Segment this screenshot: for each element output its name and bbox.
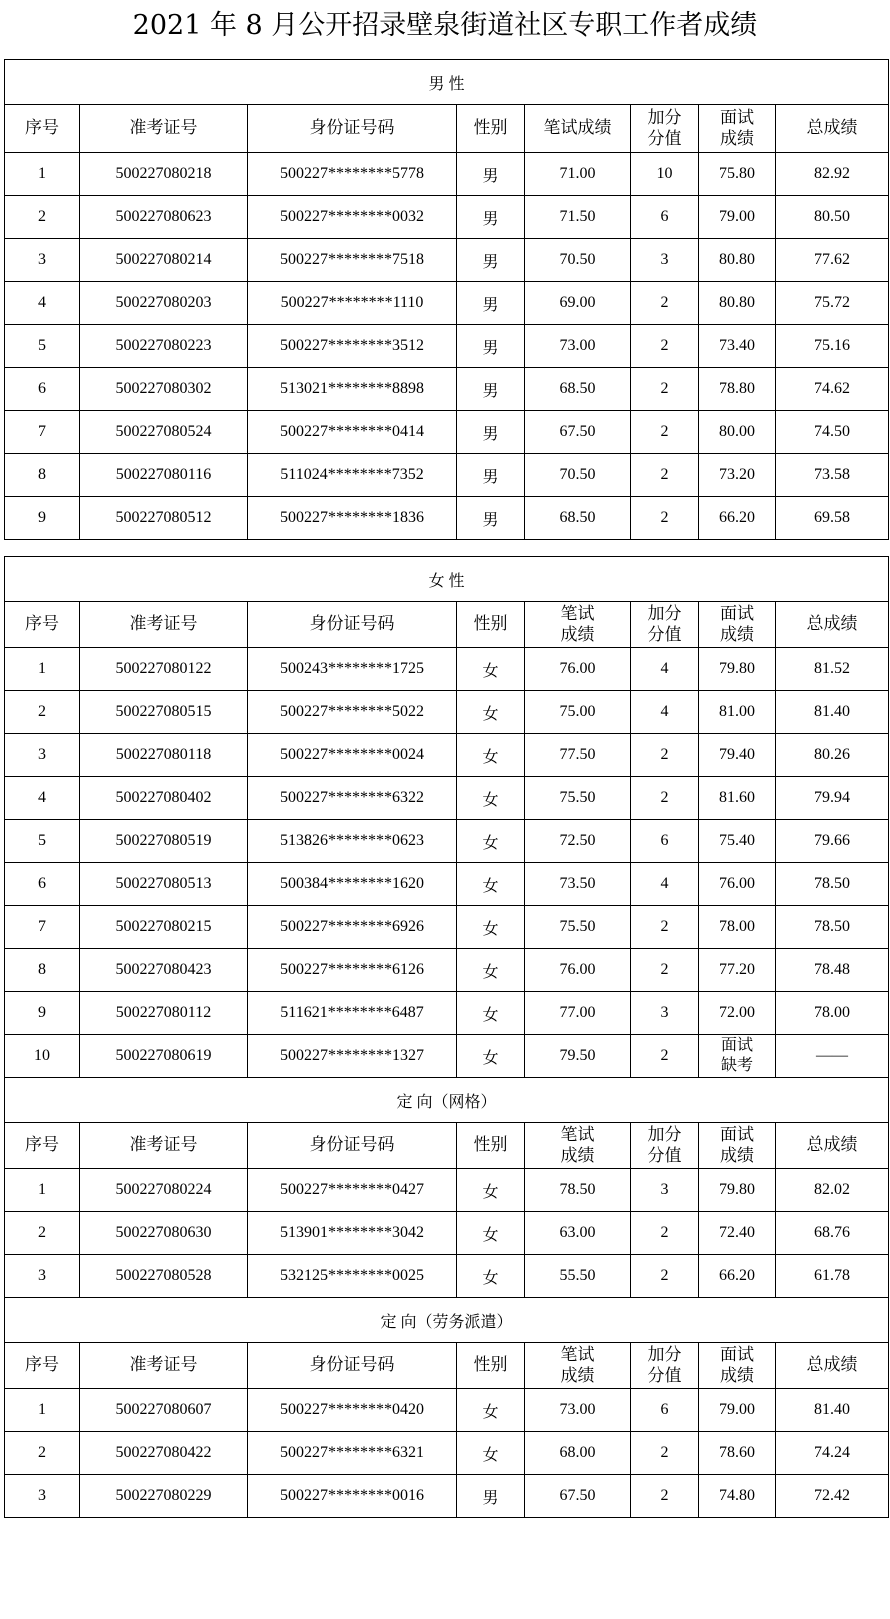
section-title-male: 男 性 xyxy=(5,60,889,105)
table-row xyxy=(5,1432,889,1475)
section-title-row xyxy=(5,1078,889,1123)
header-index: 序号 xyxy=(5,105,80,153)
header-gender: 性别 xyxy=(457,105,525,153)
table-row xyxy=(5,325,889,368)
row-interview-score: 66.20 xyxy=(699,1255,776,1298)
section-title-grid: 定 向（网格） xyxy=(5,1078,889,1123)
section-title-dispatch: 定 向（劳务派遣） xyxy=(5,1298,889,1343)
row-interview-score: 80.80 xyxy=(699,239,776,282)
row-interview-score: 72.40 xyxy=(699,1212,776,1255)
header-bonus: 加分 分值 xyxy=(631,1123,699,1169)
row-id-number: 532125********0025 xyxy=(248,1255,457,1298)
row-bonus: 2 xyxy=(631,411,699,454)
row-bonus: 2 xyxy=(631,454,699,497)
header-id-number: 身份证号码 xyxy=(248,602,457,648)
row-total-score: 78.48 xyxy=(776,949,889,992)
header-id-number: 身份证号码 xyxy=(248,1123,457,1169)
row-written-score: 70.50 xyxy=(525,239,631,282)
header-written-score: 笔试 成绩 xyxy=(525,1123,631,1169)
row-exam-id: 500227080224 xyxy=(80,1169,248,1212)
row-bonus: 2 xyxy=(631,777,699,820)
row-gender: 女 xyxy=(457,1255,525,1298)
row-gender: 女 xyxy=(457,906,525,949)
header-total: 总成绩 xyxy=(776,1343,889,1389)
row-gender: 男 xyxy=(457,196,525,239)
row-id-number: 513901********3042 xyxy=(248,1212,457,1255)
row-total-score: 80.50 xyxy=(776,196,889,239)
row-exam-id: 500227080515 xyxy=(80,691,248,734)
row-interview-score: 78.60 xyxy=(699,1432,776,1475)
row-exam-id: 500227080423 xyxy=(80,949,248,992)
row-exam-id: 500227080623 xyxy=(80,196,248,239)
row-total-score: 81.40 xyxy=(776,1389,889,1432)
row-index: 8 xyxy=(5,454,80,497)
row-written-score: 67.50 xyxy=(525,1475,631,1518)
row-index: 1 xyxy=(5,1169,80,1212)
row-interview-score: 76.00 xyxy=(699,863,776,906)
row-interview-score: 66.20 xyxy=(699,497,776,540)
row-interview-score: 79.00 xyxy=(699,1389,776,1432)
header-interview: 面试 成绩 xyxy=(699,105,776,153)
row-index: 3 xyxy=(5,734,80,777)
table-row xyxy=(5,411,889,454)
row-written-score: 73.50 xyxy=(525,863,631,906)
row-interview-score: 75.80 xyxy=(699,153,776,196)
row-bonus: 10 xyxy=(631,153,699,196)
row-total-score: 77.62 xyxy=(776,239,889,282)
row-bonus: 4 xyxy=(631,691,699,734)
header-exam-id: 准考证号 xyxy=(80,1123,248,1169)
row-bonus: 2 xyxy=(631,1035,699,1078)
section-title-row xyxy=(5,1298,889,1343)
header-written-score: 笔试成绩 xyxy=(525,105,631,153)
row-id-number: 500227********3512 xyxy=(248,325,457,368)
row-gender: 男 xyxy=(457,454,525,497)
row-total-score: —— xyxy=(776,1035,889,1078)
row-interview-score: 79.80 xyxy=(699,1169,776,1212)
row-total-score: 78.00 xyxy=(776,992,889,1035)
row-index: 7 xyxy=(5,906,80,949)
row-interview-score: 81.60 xyxy=(699,777,776,820)
row-interview-score: 78.80 xyxy=(699,368,776,411)
row-gender: 男 xyxy=(457,239,525,282)
row-written-score: 71.00 xyxy=(525,153,631,196)
row-bonus: 6 xyxy=(631,1389,699,1432)
row-id-number: 500243********1725 xyxy=(248,648,457,691)
row-index: 9 xyxy=(5,992,80,1035)
row-total-score: 74.24 xyxy=(776,1432,889,1475)
row-written-score: 78.50 xyxy=(525,1169,631,1212)
row-index: 5 xyxy=(5,325,80,368)
header-row-dispatch xyxy=(5,1343,889,1389)
header-interview: 面试 成绩 xyxy=(699,602,776,648)
table-row xyxy=(5,282,889,325)
row-id-number: 500227********1110 xyxy=(248,282,457,325)
row-index: 5 xyxy=(5,820,80,863)
row-id-number: 500227********6322 xyxy=(248,777,457,820)
row-id-number: 500227********1836 xyxy=(248,497,457,540)
row-exam-id: 500227080630 xyxy=(80,1212,248,1255)
row-exam-id: 500227080122 xyxy=(80,648,248,691)
row-interview-score: 74.80 xyxy=(699,1475,776,1518)
row-gender: 女 xyxy=(457,648,525,691)
header-index: 序号 xyxy=(5,1343,80,1389)
row-exam-id: 500227080223 xyxy=(80,325,248,368)
table-row xyxy=(5,734,889,777)
header-gender: 性别 xyxy=(457,602,525,648)
row-interview-score: 73.20 xyxy=(699,454,776,497)
row-exam-id: 500227080214 xyxy=(80,239,248,282)
row-gender: 女 xyxy=(457,992,525,1035)
row-written-score: 68.50 xyxy=(525,497,631,540)
row-total-score: 74.62 xyxy=(776,368,889,411)
row-bonus: 2 xyxy=(631,734,699,777)
row-gender: 男 xyxy=(457,282,525,325)
row-id-number: 513826********0623 xyxy=(248,820,457,863)
row-written-score: 68.00 xyxy=(525,1432,631,1475)
row-written-score: 77.00 xyxy=(525,992,631,1035)
row-bonus: 2 xyxy=(631,497,699,540)
header-exam-id: 准考证号 xyxy=(80,1343,248,1389)
row-exam-id: 500227080215 xyxy=(80,906,248,949)
row-id-number: 513021********8898 xyxy=(248,368,457,411)
row-total-score: 61.78 xyxy=(776,1255,889,1298)
row-gender: 女 xyxy=(457,820,525,863)
section-title-female: 女 性 xyxy=(5,557,889,602)
header-exam-id: 准考证号 xyxy=(80,602,248,648)
row-written-score: 73.00 xyxy=(525,325,631,368)
row-gender: 男 xyxy=(457,325,525,368)
row-written-score: 75.50 xyxy=(525,777,631,820)
row-bonus: 2 xyxy=(631,282,699,325)
row-id-number: 500227********0016 xyxy=(248,1475,457,1518)
header-row-male xyxy=(5,105,889,153)
row-exam-id: 500227080302 xyxy=(80,368,248,411)
header-index: 序号 xyxy=(5,602,80,648)
row-total-score: 78.50 xyxy=(776,863,889,906)
row-written-score: 77.50 xyxy=(525,734,631,777)
row-exam-id: 500227080116 xyxy=(80,454,248,497)
table-row xyxy=(5,863,889,906)
header-row-grid xyxy=(5,1123,889,1169)
row-interview-score: 72.00 xyxy=(699,992,776,1035)
row-exam-id: 500227080118 xyxy=(80,734,248,777)
row-gender: 女 xyxy=(457,1035,525,1078)
table-row xyxy=(5,1212,889,1255)
row-written-score: 76.00 xyxy=(525,648,631,691)
row-id-number: 500227********0414 xyxy=(248,411,457,454)
row-id-number: 500384********1620 xyxy=(248,863,457,906)
row-total-score: 68.76 xyxy=(776,1212,889,1255)
row-id-number: 500227********1327 xyxy=(248,1035,457,1078)
row-id-number: 500227********5778 xyxy=(248,153,457,196)
row-total-score: 69.58 xyxy=(776,497,889,540)
row-id-number: 500227********0032 xyxy=(248,196,457,239)
row-written-score: 75.50 xyxy=(525,906,631,949)
row-index: 2 xyxy=(5,196,80,239)
row-gender: 男 xyxy=(457,153,525,196)
row-index: 1 xyxy=(5,648,80,691)
row-total-score: 78.50 xyxy=(776,906,889,949)
row-interview-score: 79.00 xyxy=(699,196,776,239)
row-bonus: 2 xyxy=(631,949,699,992)
row-interview-score: 75.40 xyxy=(699,820,776,863)
row-interview-score: 79.40 xyxy=(699,734,776,777)
header-row-female xyxy=(5,602,889,648)
row-id-number: 500227********6126 xyxy=(248,949,457,992)
row-written-score: 79.50 xyxy=(525,1035,631,1078)
header-interview: 面试 成绩 xyxy=(699,1343,776,1389)
row-gender: 女 xyxy=(457,691,525,734)
row-id-number: 500227********7518 xyxy=(248,239,457,282)
row-gender: 男 xyxy=(457,368,525,411)
row-total-score: 75.16 xyxy=(776,325,889,368)
row-written-score: 67.50 xyxy=(525,411,631,454)
table-row xyxy=(5,1475,889,1518)
row-total-score: 82.92 xyxy=(776,153,889,196)
table-row xyxy=(5,691,889,734)
row-index: 4 xyxy=(5,282,80,325)
row-exam-id: 500227080513 xyxy=(80,863,248,906)
row-bonus: 4 xyxy=(631,648,699,691)
row-gender: 女 xyxy=(457,734,525,777)
row-index: 2 xyxy=(5,691,80,734)
header-interview: 面试 成绩 xyxy=(699,1123,776,1169)
row-gender: 女 xyxy=(457,1389,525,1432)
row-interview-score: 78.00 xyxy=(699,906,776,949)
table-row xyxy=(5,1389,889,1432)
row-index: 10 xyxy=(5,1035,80,1078)
row-written-score: 70.50 xyxy=(525,454,631,497)
row-bonus: 3 xyxy=(631,992,699,1035)
row-id-number: 500227********6926 xyxy=(248,906,457,949)
row-index: 1 xyxy=(5,1389,80,1432)
row-written-score: 72.50 xyxy=(525,820,631,863)
header-index: 序号 xyxy=(5,1123,80,1169)
row-total-score: 79.66 xyxy=(776,820,889,863)
header-total: 总成绩 xyxy=(776,602,889,648)
row-total-score: 81.40 xyxy=(776,691,889,734)
row-written-score: 63.00 xyxy=(525,1212,631,1255)
row-exam-id: 500227080422 xyxy=(80,1432,248,1475)
row-bonus: 2 xyxy=(631,1212,699,1255)
row-bonus: 4 xyxy=(631,863,699,906)
row-interview-score: 79.80 xyxy=(699,648,776,691)
header-id-number: 身份证号码 xyxy=(248,105,457,153)
row-total-score: 80.26 xyxy=(776,734,889,777)
row-exam-id: 500227080229 xyxy=(80,1475,248,1518)
row-id-number: 500227********0420 xyxy=(248,1389,457,1432)
score-table-2 xyxy=(4,556,889,1518)
row-id-number: 500227********0024 xyxy=(248,734,457,777)
section-title-row xyxy=(5,557,889,602)
row-total-score: 82.02 xyxy=(776,1169,889,1212)
row-total-score: 75.72 xyxy=(776,282,889,325)
row-bonus: 2 xyxy=(631,1475,699,1518)
row-interview-score: 80.80 xyxy=(699,282,776,325)
row-gender: 男 xyxy=(457,411,525,454)
row-exam-id: 500227080519 xyxy=(80,820,248,863)
header-bonus: 加分 分值 xyxy=(631,105,699,153)
header-written-score: 笔试 成绩 xyxy=(525,602,631,648)
row-exam-id: 500227080218 xyxy=(80,153,248,196)
row-exam-id: 500227080203 xyxy=(80,282,248,325)
row-id-number: 500227********5022 xyxy=(248,691,457,734)
row-index: 3 xyxy=(5,1255,80,1298)
row-index: 3 xyxy=(5,1475,80,1518)
table-row xyxy=(5,153,889,196)
row-index: 6 xyxy=(5,368,80,411)
row-written-score: 71.50 xyxy=(525,196,631,239)
table-row xyxy=(5,777,889,820)
row-gender: 女 xyxy=(457,777,525,820)
table-row xyxy=(5,949,889,992)
row-exam-id: 500227080112 xyxy=(80,992,248,1035)
row-interview-score: 73.40 xyxy=(699,325,776,368)
row-gender: 女 xyxy=(457,1169,525,1212)
row-interview-score: 81.00 xyxy=(699,691,776,734)
row-gender: 男 xyxy=(457,1475,525,1518)
table-row xyxy=(5,648,889,691)
row-bonus: 6 xyxy=(631,196,699,239)
row-gender: 女 xyxy=(457,1432,525,1475)
row-gender: 女 xyxy=(457,863,525,906)
header-written-score: 笔试 成绩 xyxy=(525,1343,631,1389)
row-written-score: 55.50 xyxy=(525,1255,631,1298)
header-exam-id: 准考证号 xyxy=(80,105,248,153)
row-index: 4 xyxy=(5,777,80,820)
header-total: 总成绩 xyxy=(776,105,889,153)
row-gender: 女 xyxy=(457,1212,525,1255)
row-total-score: 72.42 xyxy=(776,1475,889,1518)
row-interview-score: 80.00 xyxy=(699,411,776,454)
row-bonus: 3 xyxy=(631,1169,699,1212)
row-index: 3 xyxy=(5,239,80,282)
row-id-number: 500227********6321 xyxy=(248,1432,457,1475)
row-bonus: 2 xyxy=(631,368,699,411)
row-id-number: 500227********0427 xyxy=(248,1169,457,1212)
row-bonus: 2 xyxy=(631,325,699,368)
row-index: 2 xyxy=(5,1432,80,1475)
row-index: 7 xyxy=(5,411,80,454)
table-row xyxy=(5,992,889,1035)
row-gender: 男 xyxy=(457,497,525,540)
row-id-number: 511024********7352 xyxy=(248,454,457,497)
header-gender: 性别 xyxy=(457,1343,525,1389)
row-id-number: 511621********6487 xyxy=(248,992,457,1035)
row-written-score: 76.00 xyxy=(525,949,631,992)
score-table-1 xyxy=(4,59,889,540)
header-id-number: 身份证号码 xyxy=(248,1343,457,1389)
row-total-score: 81.52 xyxy=(776,648,889,691)
table-row xyxy=(5,1169,889,1212)
row-written-score: 68.50 xyxy=(525,368,631,411)
row-total-score: 79.94 xyxy=(776,777,889,820)
row-exam-id: 500227080524 xyxy=(80,411,248,454)
row-interview-score: 77.20 xyxy=(699,949,776,992)
row-gender: 女 xyxy=(457,949,525,992)
header-bonus: 加分 分值 xyxy=(631,602,699,648)
table-row xyxy=(5,239,889,282)
header-gender: 性别 xyxy=(457,1123,525,1169)
row-exam-id: 500227080512 xyxy=(80,497,248,540)
row-exam-id: 500227080402 xyxy=(80,777,248,820)
header-bonus: 加分 分值 xyxy=(631,1343,699,1389)
table-row xyxy=(5,820,889,863)
row-total-score: 73.58 xyxy=(776,454,889,497)
row-index: 9 xyxy=(5,497,80,540)
row-written-score: 69.00 xyxy=(525,282,631,325)
table-row xyxy=(5,454,889,497)
row-written-score: 75.00 xyxy=(525,691,631,734)
row-bonus: 2 xyxy=(631,1255,699,1298)
row-written-score: 73.00 xyxy=(525,1389,631,1432)
row-exam-id: 500227080528 xyxy=(80,1255,248,1298)
row-index: 2 xyxy=(5,1212,80,1255)
row-interview-score: 面试 缺考 xyxy=(699,1035,776,1078)
table-row xyxy=(5,1035,889,1078)
table-row xyxy=(5,906,889,949)
row-total-score: 74.50 xyxy=(776,411,889,454)
row-index: 6 xyxy=(5,863,80,906)
table-row xyxy=(5,196,889,239)
table-row xyxy=(5,1255,889,1298)
table-row xyxy=(5,368,889,411)
row-bonus: 3 xyxy=(631,239,699,282)
table-row xyxy=(5,497,889,540)
row-bonus: 6 xyxy=(631,820,699,863)
row-bonus: 2 xyxy=(631,1432,699,1475)
header-total: 总成绩 xyxy=(776,1123,889,1169)
row-index: 8 xyxy=(5,949,80,992)
row-exam-id: 500227080619 xyxy=(80,1035,248,1078)
row-exam-id: 500227080607 xyxy=(80,1389,248,1432)
page-title: 2021 年 8 月公开招录壁泉街道社区专职工作者成绩 xyxy=(132,10,758,41)
row-bonus: 2 xyxy=(631,906,699,949)
row-index: 1 xyxy=(5,153,80,196)
